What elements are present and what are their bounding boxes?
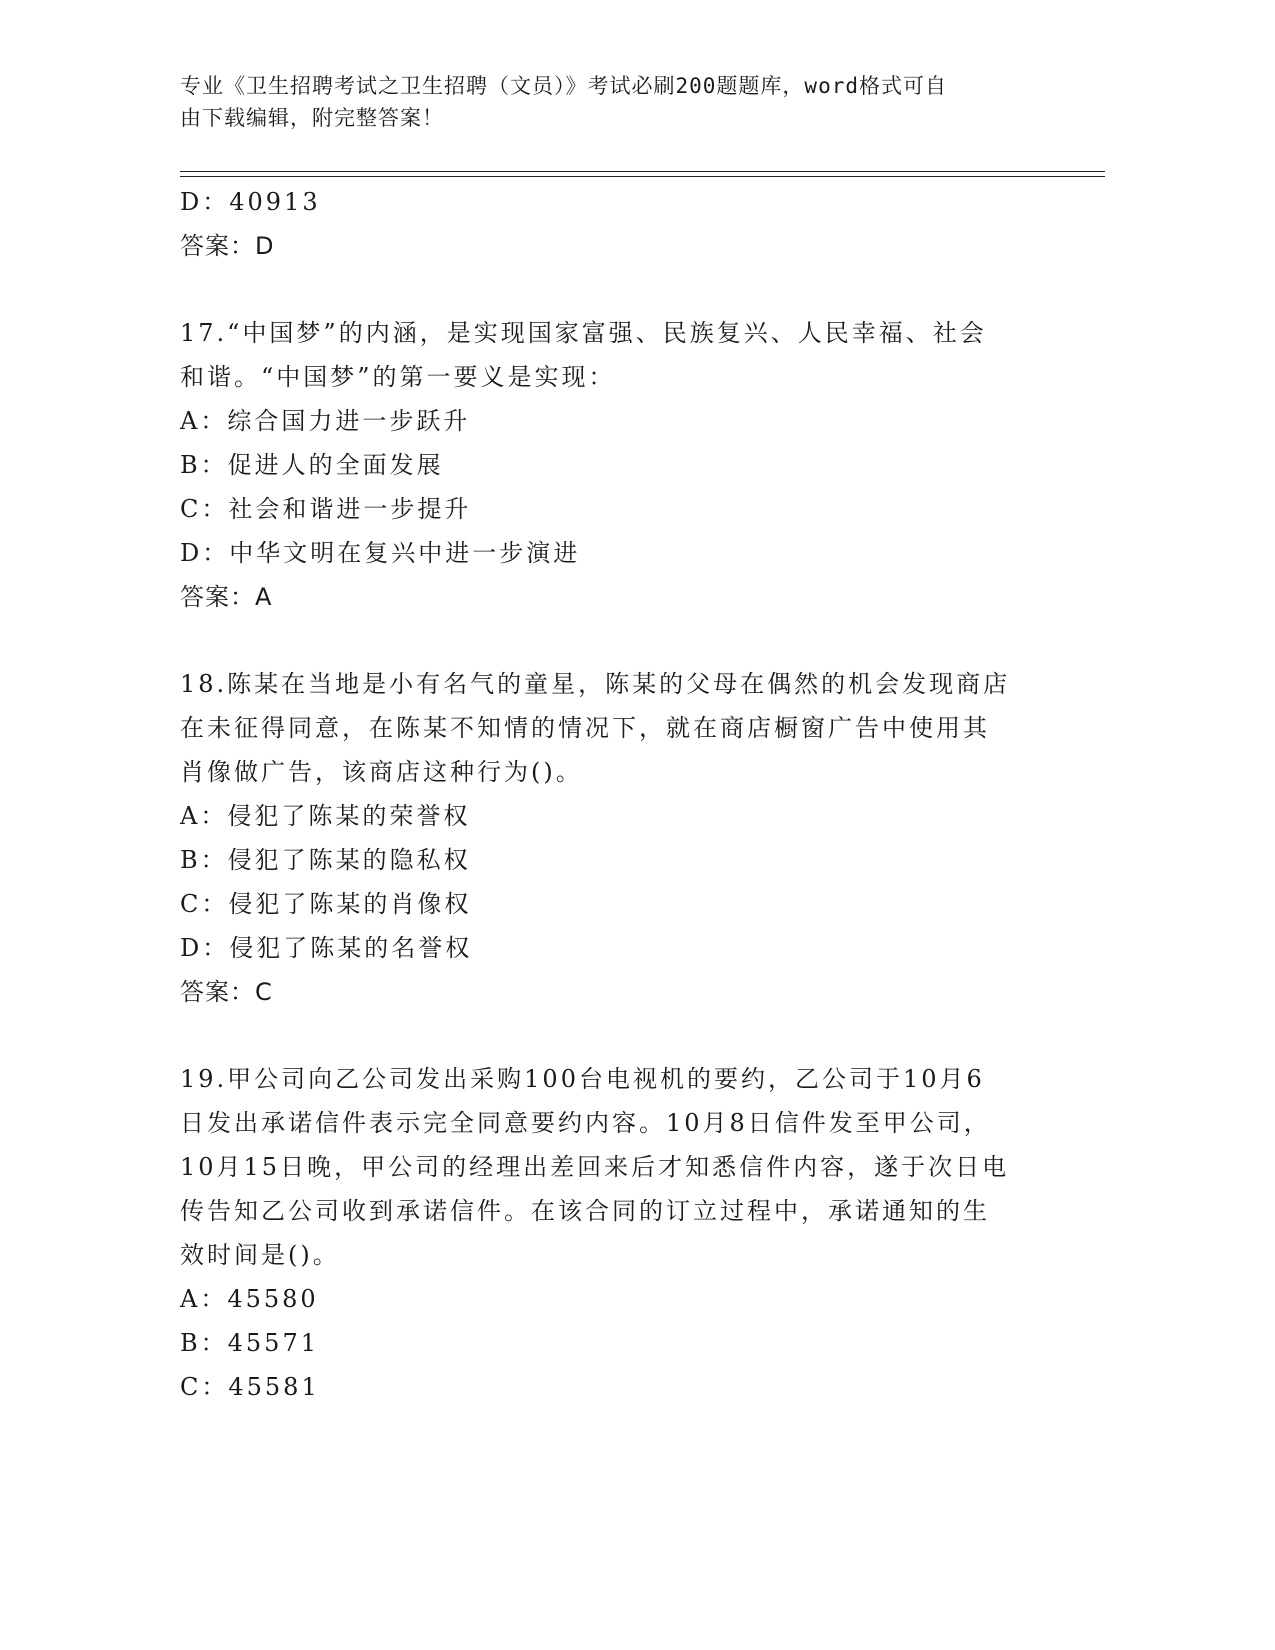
option-c: C：45581 — [180, 1373, 320, 1401]
question-text-line: 10月15日晚，甲公司的经理出差回来后才知悉信件内容，遂于次日电 — [180, 1153, 1010, 1181]
question-text-line: 在未征得同意，在陈某不知情的情况下，就在商店橱窗广告中使用其 — [180, 714, 990, 742]
prev-option-d: D：40913 — [180, 188, 321, 216]
question-text-line: 肖像做广告，该商店这种行为()。 — [180, 758, 583, 786]
option-b: B：45571 — [180, 1329, 319, 1357]
option-c: C：社会和谐进一步提升 — [180, 495, 472, 523]
question-text-line: 日发出承诺信件表示完全同意要约内容。10月8日信件发至甲公司， — [180, 1109, 991, 1137]
option-a: A：45580 — [180, 1285, 319, 1313]
option-a: A：综合国力进一步跃升 — [180, 407, 471, 435]
header-line-1: 专业《卫生招聘考试之卫生招聘（文员）》考试必刷200题题库，word格式可自 — [180, 74, 947, 98]
question-text-line: 18.陈某在当地是小有名气的童星，陈某的父母在偶然的机会发现商店 — [180, 670, 1011, 698]
question-text-line: 和谐。“中国梦”的第一要义是实现： — [180, 363, 616, 391]
document-header — [180, 70, 1040, 134]
option-d: D：侵犯了陈某的名誉权 — [180, 934, 473, 962]
header-divider-top — [180, 171, 1105, 172]
question-text-line: 传告知乙公司收到承诺信件。在该合同的订立过程中，承诺通知的生 — [180, 1197, 990, 1225]
answer: 答案：C — [180, 978, 273, 1006]
option-b: B：侵犯了陈某的隐私权 — [180, 846, 471, 874]
question-text-line: 效时间是()。 — [180, 1241, 340, 1269]
answer: 答案：A — [180, 583, 273, 611]
question-18 — [180, 662, 1050, 1014]
question-19 — [180, 1057, 1050, 1409]
header-line-2: 由下载编辑，附完整答案！ — [180, 106, 444, 130]
question-text-line: 17.“中国梦”的内涵，是实现国家富强、民族复兴、人民幸福、社会 — [180, 319, 987, 347]
prev-answer: 答案：D — [180, 232, 275, 260]
option-a: A：侵犯了陈某的荣誉权 — [180, 802, 471, 830]
question-content — [180, 180, 1050, 1409]
question-17 — [180, 311, 1050, 619]
option-b: B：促进人的全面发展 — [180, 451, 444, 479]
option-d: D：中华文明在复兴中进一步演进 — [180, 539, 581, 567]
option-c: C：侵犯了陈某的肖像权 — [180, 890, 472, 918]
question-text-line: 19.甲公司向乙公司发出采购100台电视机的要约，乙公司于10月6 — [180, 1065, 985, 1093]
header-divider-bottom — [180, 176, 1105, 177]
